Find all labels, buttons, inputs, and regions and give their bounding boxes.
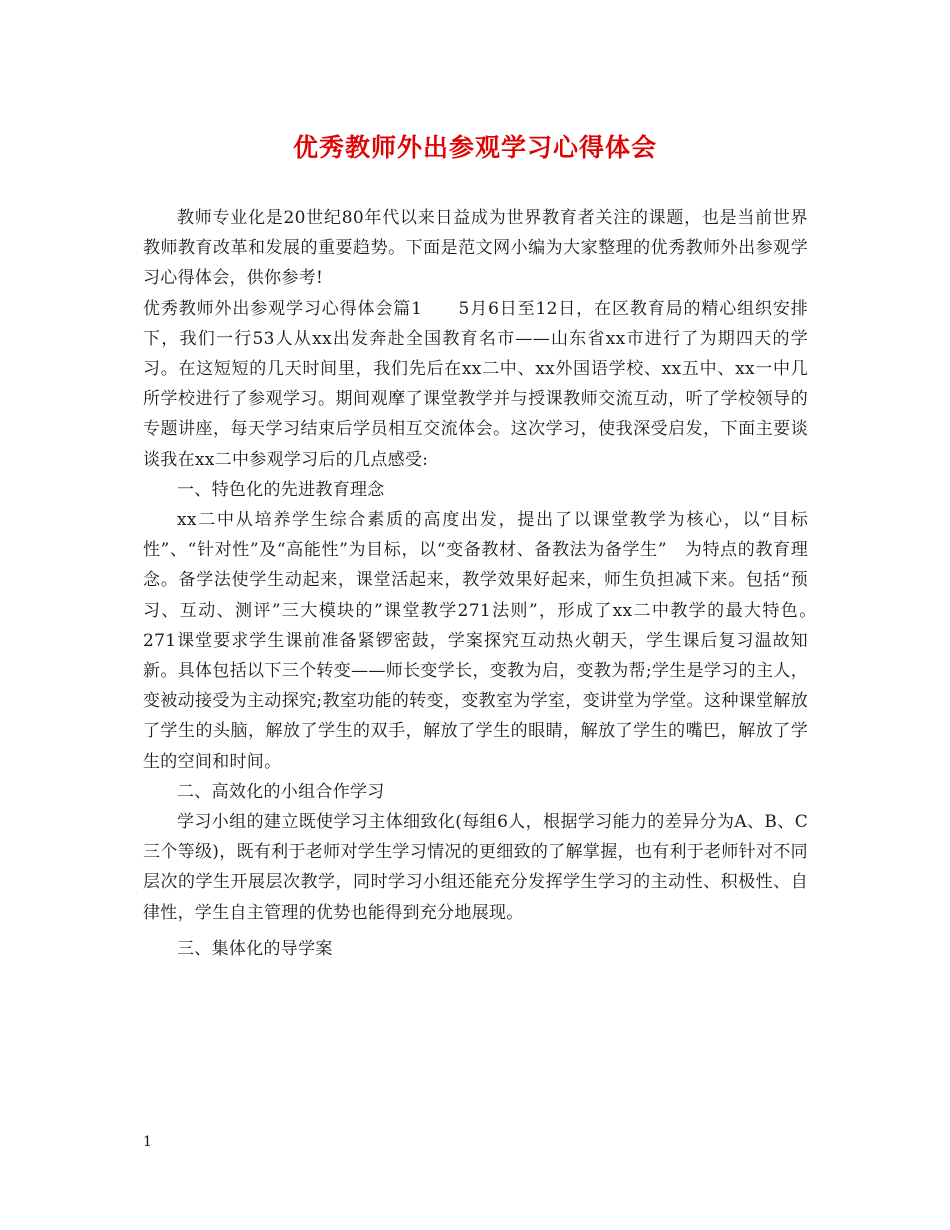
section-heading-3: 三、集体化的导学案: [177, 938, 333, 959]
section-heading-1: 一、特色化的先进教育理念: [177, 479, 385, 500]
section-paragraph-1: xx二中从培养学生综合素质的高度出发，提出了以课堂教学为核心，以“目标性”、“针对性”及“高能性”为目标，以“变备教材、备教法为备学生” 为特点的教育理念。备学法使学生动起来，课堂活起来，教学效果好起来，师生负担减下来。包括“预习、互动、测评”三大模块的”课堂教学271法则”，形成了xx二中教学的最大特色。 271课堂要求学生课前准备紧锣密鼓，学案探究互动热火朝天，学生课后复习温故知新。具体包括以下三个转变——师长变学长，变教为启，变教为帮;学生是学习的主人，变被动接受为主动探究;教室功能的转变，变教室为学室，变讲堂为学堂。这种课堂解放了学生的头脑，解放了学生的双手，解放了学生的眼睛，解放了学生的嘴巴，解放了学生的空间和时间。: [143, 510, 826, 772]
section-heading-2: 二、高效化的小组合作学习: [177, 781, 385, 802]
document-title: 优秀教师外出参观学习心得体会: [292, 133, 657, 162]
intro-paragraph: 教师专业化是20世纪80年代以来日益成为世界教育者关注的课题，也是当前世界教师教育改革和发展的重要趋势。下面是范文网小编为大家整理的优秀教师外出参观学习心得体会，供你参考!: [143, 208, 808, 289]
page-number: 1: [143, 1134, 152, 1150]
document-body: [143, 203, 826, 964]
section-paragraph-2: 学习小组的建立既使学习主体细致化(每组6人，根据学习能力的差异分为A、B、C三个等级)，既有利于老师对学生学习情况的更细致的了解掌握，也有利于老师针对不同层次的学生开展层次教学，同时学习小组还能充分发挥学生学习的主动性、积极性、自律性，学生自主管理的优势也能得到充分地展现。: [143, 812, 808, 923]
article-lead-paragraph: 优秀教师外出参观学习心得体会篇1 5月6日至12日，在区教育局的精心组织安排下，我们一行53人从xx出发奔赴全国教育名市——山东省xx市进行了为期四天的学习。在这短短的几天时间里，我们先后在xx二中、xx外国语学校、xx五中、xx一中几所学校进行了参观学习。期间观摩了课堂教学并与授课教师交流互动，听了学校领导的专题讲座，每天学习结束后学员相互交流体会。这次学习，使我深受启发，下面主要谈谈我在xx二中参观学习后的几点感受:: [143, 298, 808, 470]
